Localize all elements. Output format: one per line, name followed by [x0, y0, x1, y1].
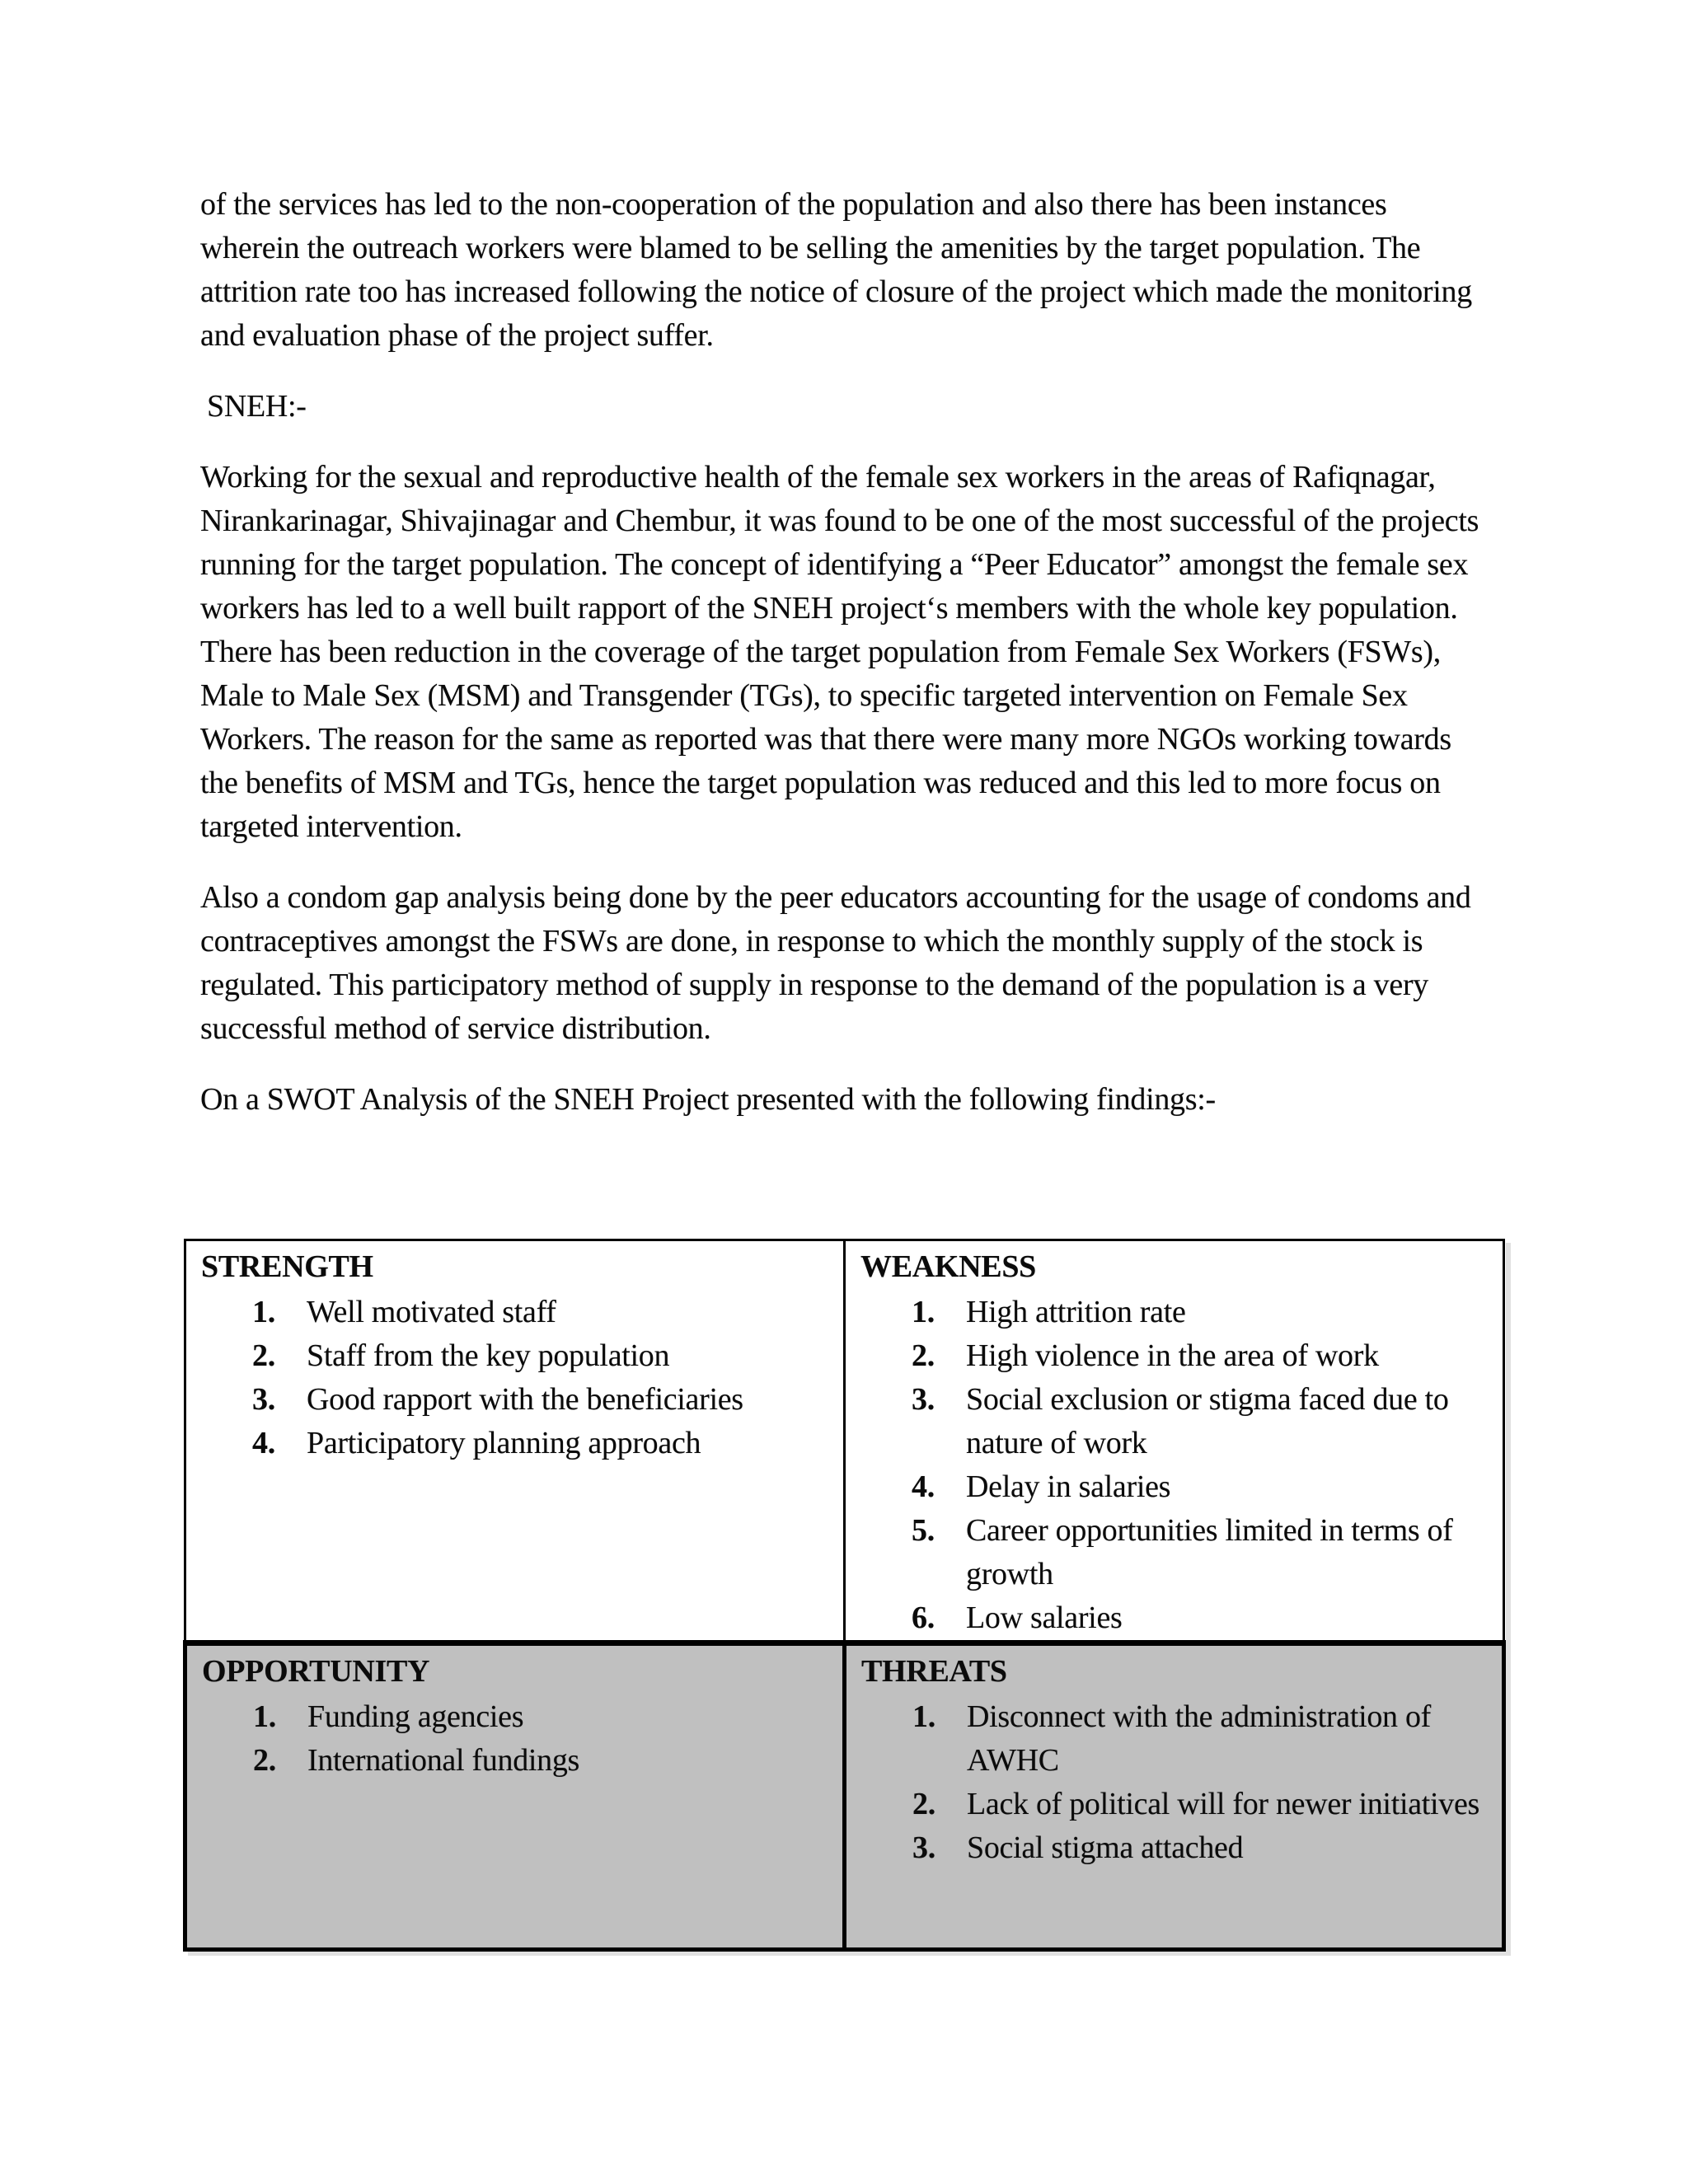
list-item — [861, 1695, 1490, 1783]
heading-sneh: SNEH:- — [207, 389, 307, 424]
list-item — [860, 1291, 1491, 1334]
list-item-text: High attrition rate — [966, 1295, 1186, 1329]
list-item-text: Well motivated staff — [307, 1295, 556, 1329]
list-item — [202, 1739, 831, 1783]
list-item-number: 4. — [912, 1469, 935, 1504]
list-item — [860, 1378, 1491, 1465]
list-item-number: 3. — [912, 1830, 935, 1865]
swot-row-bottom — [185, 1643, 1504, 1950]
weakness-list — [860, 1291, 1491, 1640]
list-item-number: 3. — [912, 1382, 935, 1417]
weakness-title: WEAKNESS — [860, 1249, 1037, 1284]
list-item-number: 2. — [252, 1338, 275, 1373]
list-item — [861, 1783, 1490, 1826]
list-item-number: 2. — [912, 1338, 935, 1373]
list-item — [202, 1695, 831, 1739]
list-item — [861, 1826, 1490, 1870]
list-item-text: Participatory planning approach — [307, 1426, 701, 1460]
list-item-number: 6. — [912, 1601, 935, 1635]
swot-cell-threats — [845, 1643, 1504, 1950]
opportunity-title: OPPORTUNITY — [202, 1654, 430, 1689]
paragraph-services-noncooperation: of the services has led to the non-cooperation of the population and also there has been instances wherein the outreach workers were blamed to be selling the amenities by the target population. The attrition rate too has increased following the notice of closure of the project which made the monitoring and evaluation phase of the project suffer. — [200, 187, 1472, 353]
swot-cell-strength — [185, 1240, 845, 1643]
swot-row-top — [185, 1240, 1504, 1643]
strength-list — [201, 1291, 832, 1465]
swot-cell-opportunity — [185, 1643, 845, 1950]
list-item-number: 1. — [912, 1699, 935, 1734]
list-item-number: 3. — [252, 1382, 275, 1417]
list-item-number: 1. — [912, 1295, 935, 1329]
list-item — [201, 1422, 832, 1465]
list-item-text: Good rapport with the beneficiaries — [307, 1382, 743, 1417]
paragraph-swot-intro: On a SWOT Analysis of the SNEH Project presented with the following findings:- — [200, 1082, 1216, 1117]
strength-title: STRENGTH — [201, 1249, 373, 1284]
list-item-text: International fundings — [307, 1743, 580, 1778]
swot-cell-weakness — [845, 1240, 1504, 1643]
threats-title: THREATS — [861, 1654, 1007, 1689]
threats-list — [861, 1695, 1490, 1870]
list-item — [201, 1334, 832, 1378]
paragraph-sneh-description: Working for the sexual and reproductive health of the female sex workers in the areas of Rafiqnagar, Nirankarinagar, Shivajinagar and Chembur, it was found to be one of the most successful of the projects running for the target population. The concept of identifying a “Peer Educator” amongst the female sex workers has led to a well built rapport of the SNEH project‘s members with the whole key population. There has been reduction in the coverage of the target population from Female Sex Workers (FSWs), Male to Male Sex (MSM) and Transgender (TGs), to specific targeted intervention on Female Sex Workers. The reason for the same as reported was that there were many more NGOs working towards the benefits of MSM and TGs, hence the target population was reduced and this led to more focus on targeted intervention. — [200, 460, 1479, 844]
list-item-text: Funding agencies — [307, 1699, 524, 1734]
paragraph-condom-gap-analysis: Also a condom gap analysis being done by the peer educators accounting for the usage of condoms and contraceptives amongst the FSWs are done, in response to which the monthly supply of the stock is regulated. This participatory method of supply in response to the demand of the population is a very successful method of service distribution. — [200, 880, 1471, 1046]
list-item-text: Low salaries — [966, 1601, 1123, 1635]
list-item-number: 4. — [252, 1426, 275, 1460]
list-item — [860, 1334, 1491, 1378]
swot-table — [183, 1239, 1506, 1952]
list-item-text: Delay in salaries — [966, 1469, 1171, 1504]
list-item — [860, 1596, 1491, 1640]
document-body — [200, 183, 1492, 1149]
list-item-number: 2. — [253, 1743, 276, 1778]
list-item-text: Social stigma attached — [967, 1830, 1244, 1865]
list-item-text: Staff from the key population — [307, 1338, 670, 1373]
list-item-text: High violence in the area of work — [966, 1338, 1379, 1373]
list-item — [860, 1509, 1491, 1596]
list-item-number: 2. — [912, 1787, 935, 1821]
list-item-number: 5. — [912, 1513, 935, 1548]
list-item-number: 1. — [253, 1699, 276, 1734]
opportunity-list — [202, 1695, 831, 1783]
list-item — [860, 1465, 1491, 1509]
list-item-text: Social exclusion or stigma faced due to nature of work — [966, 1382, 1449, 1460]
list-item-number: 1. — [252, 1295, 275, 1329]
list-item-text: Lack of political will for newer initiatives — [967, 1787, 1480, 1821]
list-item — [201, 1378, 832, 1422]
list-item — [201, 1291, 832, 1334]
list-item-text: Disconnect with the administration of AWHC — [967, 1699, 1432, 1778]
list-item-text: Career opportunities limited in terms of growth — [966, 1513, 1453, 1591]
